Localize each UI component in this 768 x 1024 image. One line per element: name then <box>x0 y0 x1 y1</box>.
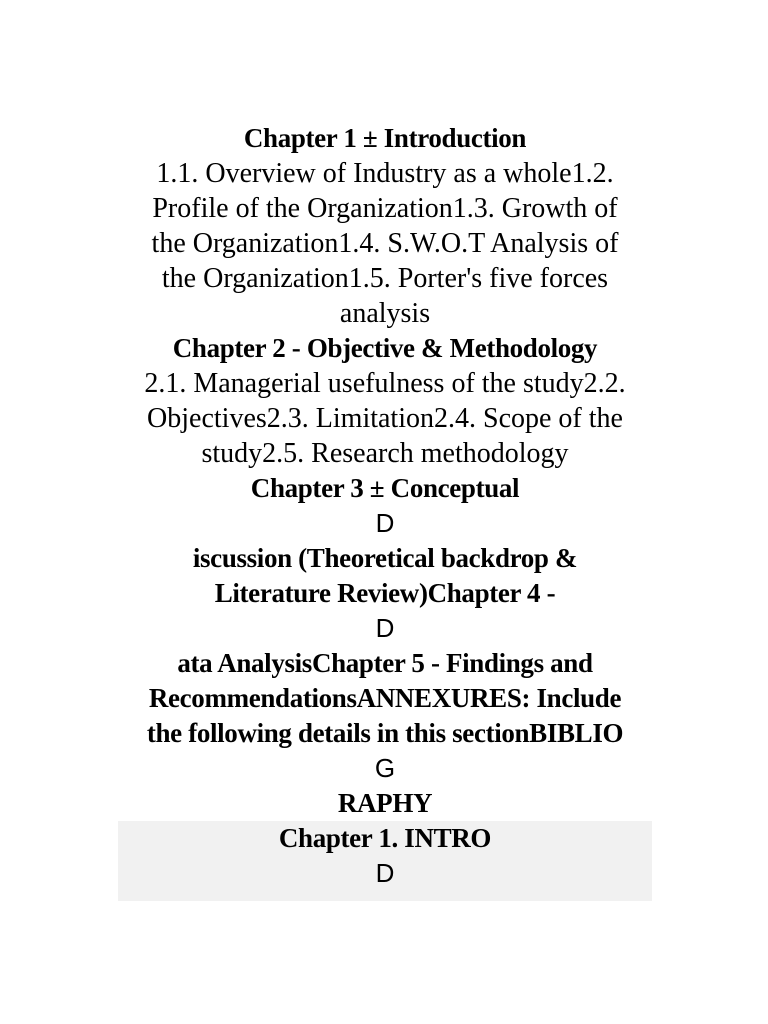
chapter-1-line: analysis <box>339 298 431 329</box>
chapter-3-bold-line: Literature Review)Chapter 4 - <box>214 578 556 608</box>
chapter-1-line: the Organization1.5. Porter's five forces <box>161 263 609 294</box>
drop-letter: D <box>375 508 395 538</box>
chapter-3-heading: Chapter 3 ± Conceptual <box>250 473 520 503</box>
chapter-1-heading: Chapter 1 ± Introduction <box>243 123 527 153</box>
chapter-3-bold-line: RecommendationsANNEXURES: Include <box>148 683 622 713</box>
chapter-3-bold-line: ata AnalysisChapter 5 - Findings and <box>177 648 593 678</box>
document-page <box>118 121 652 901</box>
drop-letter: G <box>374 753 396 783</box>
chapter-3-bold-line: iscussion (Theoretical backdrop & <box>192 543 578 573</box>
chapter-2-line: Objectives2.3. Limitation2.4. Scope of the <box>147 403 623 434</box>
drop-letter: D <box>375 858 395 888</box>
chapter-3-bold-tail: RAPHY <box>337 788 433 818</box>
chapter-2-line: study2.5. Research methodology <box>201 438 569 469</box>
chapter-1-line: the Organization1.4. S.W.O.T Analysis of <box>151 228 619 259</box>
chapter-2-heading: Chapter 2 - Objective & Methodology <box>172 333 598 363</box>
chapter-3-bold-line: the following details in this sectionBIBLIO <box>146 718 624 748</box>
drop-letter: D <box>375 613 395 643</box>
next-section-heading: Chapter 1. INTRO <box>278 823 492 853</box>
chapter-1-line: 1.1. Overview of Industry as a whole1.2. <box>156 158 614 189</box>
next-section-block <box>118 821 652 901</box>
chapter-1-line: Profile of the Organization1.3. Growth of <box>152 193 618 224</box>
chapter-2-line: 2.1. Managerial usefulness of the study2.2. <box>144 368 626 399</box>
